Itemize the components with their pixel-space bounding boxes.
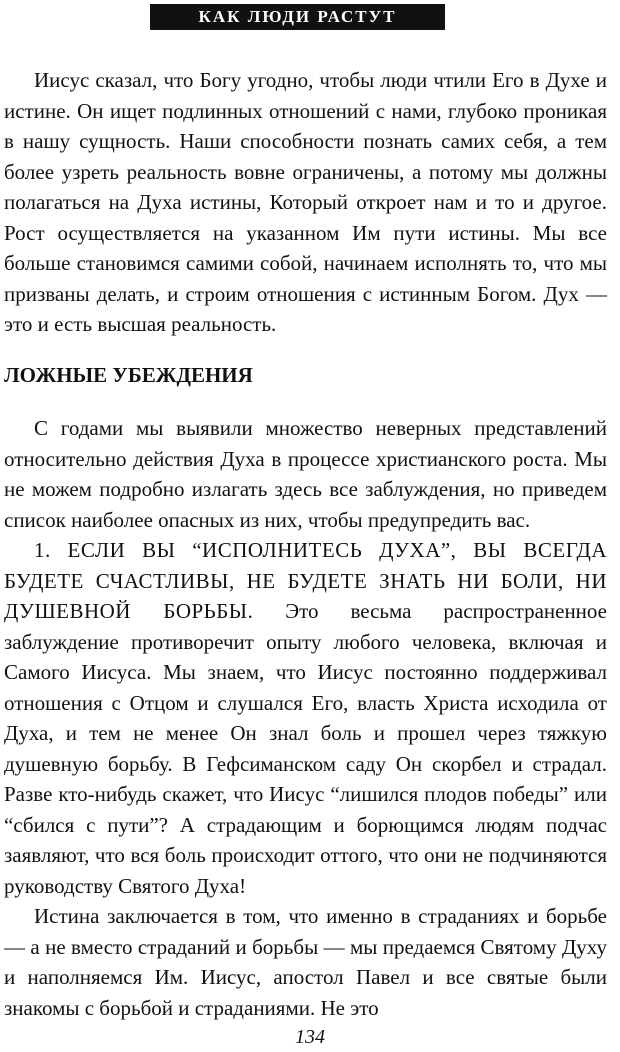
paragraph-1: Иисус сказал, что Богу угодно, чтобы люди чтили Его в Духе и истине. Он ищет подлинных отношений с нами, глубоко проникая в нашу сущность. Наши способности познать самих себя, а тем более узреть реальность вовне ограничены, а потому мы должны полагаться на Духа истины, Который откроет нам и то и другое. Рост осуществляется на указанном Им пути истины. Мы все больше становимся самими собой, начинаем исполнять то, что мы призваны делать, и строим отношения с истинным Богом. Дух — это и есть высшая реальность. (4, 68, 607, 336)
page-number: 134 (295, 1026, 325, 1048)
paragraph-2: С годами мы выявили множество неверных представлений относительно действия Духа в процессе христианского роста. Мы не можем подробно излагать здесь все заблуждения, но приведем список наиболее опасных из них, чтобы предупредить вас. (4, 416, 607, 532)
list-item-1-lead: 1. ЕСЛИ ВЫ “ИСПОЛНИТЕСЬ ДУХА”, ВЫ ВСЕГДА БУДЕТЕ СЧАСТЛИВЫ, НЕ БУДЕТЕ ЗНАТЬ НИ БОЛИ, НИ ДУШЕВНОЙ БОРЬБЫ. (4, 538, 607, 623)
list-item-1-text: Это весьма распространенное заблуждение противоречит опыту любого человека, включая и Самого Иисуса. Мы знаем, что Иисус постоянно поддерживал отношения с Отцом и слушался Его, власть Христа исходила от Духа, и тем не менее Он знал боль и прошел через тяжкую душевную борьбу. В Гефсиманском саду Он скорбел и страдал. Разве кто-нибудь скажет, что Иисус “лишился плодов победы” или “сбился с пути”? А страдающим и борющимся людям подчас заявляют, что вся боль происходит оттого, что они не подчиняются руководству Святого Духа! (4, 599, 607, 898)
text-block-bottom (4, 413, 607, 1023)
paragraph-3: Истина заключается в том, что именно в страданиях и борьбе — а не вместо страданий и борьбы — мы предаемся Святому Духу и наполняемся Им. Иисус, апостол Павел и все святые были знакомы с борьбой и страданиями. Не это (4, 904, 607, 1020)
section-heading: ЛОЖНЫЕ УБЕЖДЕНИЯ (4, 363, 253, 387)
text-block-top (4, 65, 607, 340)
running-title: КАК ЛЮДИ РАСТУТ (150, 4, 445, 30)
list-item-1 (4, 535, 607, 901)
